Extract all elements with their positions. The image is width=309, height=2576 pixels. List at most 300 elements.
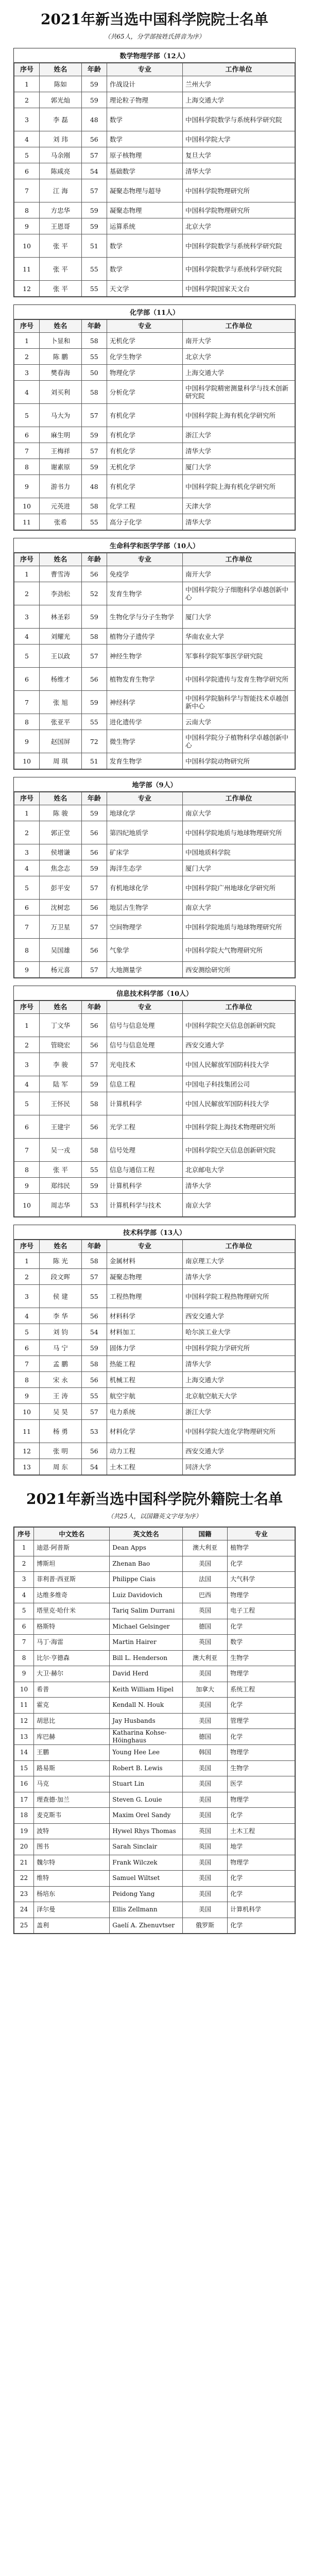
table-cell: Keith William Hipel bbox=[110, 1682, 183, 1698]
table-cell: 理查德·加兰 bbox=[34, 1792, 110, 1808]
table-cell: Samuel Wiltset bbox=[110, 1871, 183, 1887]
table-row bbox=[14, 349, 295, 365]
table-cell: 有机化学 bbox=[107, 475, 182, 498]
table-row bbox=[14, 1324, 295, 1340]
table-row bbox=[14, 218, 295, 234]
table-cell: 24 bbox=[14, 1902, 34, 1918]
table-cell: 59 bbox=[81, 459, 107, 475]
table-cell: 凝聚态物理 bbox=[107, 1269, 182, 1285]
table-row bbox=[14, 1729, 295, 1745]
table-cell: 比尔·亨德森 bbox=[34, 1650, 110, 1666]
table-cell: 4 bbox=[14, 1308, 40, 1324]
table-cell: 南开大学 bbox=[182, 333, 295, 349]
table-cell: 化学 bbox=[228, 1729, 295, 1745]
table-cell: 焦念志 bbox=[40, 860, 82, 876]
table-cell: Stuart Lin bbox=[110, 1776, 183, 1792]
table-cell: 清华大学 bbox=[182, 514, 295, 530]
table-row bbox=[14, 714, 295, 730]
table-cell: 中国科学院上海技术物理研究所 bbox=[182, 1115, 295, 1139]
table-cell: 59 bbox=[81, 1340, 107, 1356]
table-cell: 天津大学 bbox=[182, 498, 295, 514]
table-cell: 5 bbox=[14, 404, 40, 427]
table-cell: 华南农业大学 bbox=[182, 629, 295, 645]
table-row bbox=[14, 566, 295, 582]
table-cell: 3 bbox=[14, 108, 40, 131]
table-cell: 中国科学院广州地球化学研究所 bbox=[182, 876, 295, 900]
table-cell: 樊春海 bbox=[40, 365, 82, 381]
table-cell: 58 bbox=[81, 1253, 107, 1269]
table-cell: 霍克 bbox=[34, 1698, 110, 1714]
header-row bbox=[14, 792, 295, 805]
section-table bbox=[14, 553, 295, 769]
table-cell: 天文学 bbox=[107, 281, 182, 297]
table-row bbox=[14, 1808, 295, 1824]
table-cell: 中国科学院分子植物科学卓越创新中心 bbox=[182, 730, 295, 753]
table-row bbox=[14, 514, 295, 530]
table-row bbox=[14, 475, 295, 498]
table-row bbox=[14, 108, 295, 131]
table-cell: 57 bbox=[81, 916, 107, 939]
table-cell: 59 bbox=[81, 605, 107, 629]
table-cell: 美国 bbox=[182, 1556, 227, 1572]
table-row bbox=[14, 1194, 295, 1217]
table-cell: 9 bbox=[14, 218, 40, 234]
table-cell: 地球化学 bbox=[107, 805, 182, 821]
column-header: 序号 bbox=[14, 320, 40, 333]
table-row bbox=[14, 821, 295, 844]
table-cell: 英国 bbox=[182, 1823, 227, 1839]
table-cell: 4 bbox=[14, 629, 40, 645]
table-cell: 刘 钧 bbox=[40, 1324, 82, 1340]
column-header: 姓名 bbox=[40, 63, 82, 76]
table-cell: 9 bbox=[14, 962, 40, 978]
table-row bbox=[14, 916, 295, 939]
table-cell: 上海交通大学 bbox=[182, 92, 295, 108]
table-cell: 浙江大学 bbox=[182, 427, 295, 443]
table-cell: 7 bbox=[14, 916, 40, 939]
table-row bbox=[14, 163, 295, 179]
table-cell: 8 bbox=[14, 459, 40, 475]
table-cell: 1 bbox=[14, 566, 40, 582]
table-cell: 59 bbox=[81, 92, 107, 108]
table-cell: 数学 bbox=[228, 1635, 295, 1651]
table-row bbox=[14, 1572, 295, 1588]
column-header: 序号 bbox=[14, 1240, 40, 1253]
table-cell: 55 bbox=[81, 1388, 107, 1404]
column-header: 姓名 bbox=[40, 1240, 82, 1253]
table-cell: Dean Apps bbox=[110, 1540, 183, 1556]
table-cell: 陆 军 bbox=[40, 1076, 82, 1092]
table-cell: 数学 bbox=[107, 131, 182, 147]
table-cell: 53 bbox=[81, 1420, 107, 1443]
table-row bbox=[14, 258, 295, 281]
table-cell: 土木工程 bbox=[228, 1823, 295, 1839]
table-cell: 56 bbox=[81, 1443, 107, 1459]
column-header: 工作单位 bbox=[182, 792, 295, 805]
table-cell: 林圣彩 bbox=[40, 605, 82, 629]
sections-container bbox=[0, 48, 309, 1476]
table-cell: 中国人民解放军国防科技大学 bbox=[182, 1092, 295, 1115]
table-cell: 生物化学与分子生物学 bbox=[107, 605, 182, 629]
table-cell: 方忠华 bbox=[40, 202, 82, 218]
document-subtitle: （共65人，分学部按姓氏拼音为序） bbox=[104, 33, 205, 40]
table-row bbox=[14, 1356, 295, 1372]
table-row bbox=[14, 1115, 295, 1139]
table-cell: 6 bbox=[14, 1115, 40, 1139]
table-cell: 10 bbox=[14, 753, 40, 769]
section-table bbox=[14, 1001, 295, 1217]
table-row bbox=[14, 645, 295, 668]
table-cell: 运算系统 bbox=[107, 218, 182, 234]
table-row bbox=[14, 1556, 295, 1572]
table-cell: 56 bbox=[81, 1014, 107, 1037]
table-cell: 数学 bbox=[107, 108, 182, 131]
table-cell: 7 bbox=[14, 691, 40, 714]
table-cell: 54 bbox=[81, 163, 107, 179]
table-cell: 麦克斯韦 bbox=[34, 1808, 110, 1824]
table-cell: 南京理工大学 bbox=[182, 1253, 295, 1269]
table-row bbox=[14, 1162, 295, 1178]
table-cell: 马 宁 bbox=[40, 1340, 82, 1356]
table-cell: 热能工程 bbox=[107, 1356, 182, 1372]
table-cell: 王建宇 bbox=[40, 1115, 82, 1139]
table-cell: 中国科学院数学与系统科学研究院 bbox=[182, 234, 295, 258]
table-cell: 21 bbox=[14, 1855, 34, 1871]
table-cell: Michael Gelsinger bbox=[110, 1619, 183, 1635]
table-cell: Robert B. Lewis bbox=[110, 1760, 183, 1776]
table-cell: 中国人民解放军国防科技大学 bbox=[182, 1053, 295, 1076]
table-cell: 55 bbox=[81, 281, 107, 297]
table-cell: 4 bbox=[14, 1587, 34, 1603]
table-cell: 56 bbox=[81, 1115, 107, 1139]
table-cell: 彭平安 bbox=[40, 876, 82, 900]
table-cell: 55 bbox=[81, 1162, 107, 1178]
table-cell: 大气科学 bbox=[228, 1572, 295, 1588]
table-cell: 周 东 bbox=[40, 1459, 82, 1475]
table-cell: 孟 鹏 bbox=[40, 1356, 82, 1372]
table-cell: 韩国 bbox=[182, 1745, 227, 1761]
table-cell: 土木工程 bbox=[107, 1459, 182, 1475]
table-cell: 信号与信息处理 bbox=[107, 1037, 182, 1053]
table-cell: 厦门大学 bbox=[182, 459, 295, 475]
table-row bbox=[14, 404, 295, 427]
table-cell: 1 bbox=[14, 1253, 40, 1269]
table-row bbox=[14, 1443, 295, 1459]
table-cell: 物理学 bbox=[228, 1792, 295, 1808]
section-block bbox=[13, 304, 296, 531]
table-cell: 马大为 bbox=[40, 404, 82, 427]
table-row bbox=[14, 281, 295, 297]
table-cell: 工程热物理 bbox=[107, 1285, 182, 1308]
table-cell: 57 bbox=[81, 443, 107, 459]
table-cell: Sarah Sinclair bbox=[110, 1839, 183, 1855]
table-cell: 54 bbox=[81, 1459, 107, 1475]
table-cell: 信息工程 bbox=[107, 1076, 182, 1092]
column-header: 年龄 bbox=[81, 320, 107, 333]
table-cell: 59 bbox=[81, 1076, 107, 1092]
table-cell: 化学工程 bbox=[107, 498, 182, 514]
table-cell: 17 bbox=[14, 1792, 34, 1808]
table-row bbox=[14, 1139, 295, 1162]
table-cell: 1 bbox=[14, 1014, 40, 1037]
table-cell: 12 bbox=[14, 1443, 40, 1459]
table-cell: 厦门大学 bbox=[182, 860, 295, 876]
table-cell: 植物学 bbox=[228, 1540, 295, 1556]
table-row bbox=[14, 1178, 295, 1194]
table-cell: 管晓宏 bbox=[40, 1037, 82, 1053]
table-cell: 路易斯 bbox=[34, 1760, 110, 1776]
table-cell: 59 bbox=[81, 202, 107, 218]
column-header: 序号 bbox=[14, 1528, 34, 1540]
table-cell: 维特 bbox=[34, 1871, 110, 1887]
table-cell: 杨元喜 bbox=[40, 962, 82, 978]
table-cell: 北京大学 bbox=[182, 349, 295, 365]
table-cell: 管理学 bbox=[228, 1713, 295, 1729]
table-cell: 56 bbox=[81, 566, 107, 582]
table-row bbox=[14, 1404, 295, 1420]
table-cell: 张 平 bbox=[40, 258, 82, 281]
foreign-section bbox=[13, 1527, 296, 1934]
table-cell: 数学 bbox=[107, 258, 182, 281]
table-cell: 北京邮电大学 bbox=[182, 1162, 295, 1178]
table-cell: 生物学 bbox=[228, 1760, 295, 1776]
table-cell: 25 bbox=[14, 1918, 34, 1934]
table-cell: 王怀民 bbox=[40, 1092, 82, 1115]
section-title: 数学物理学部（12人） bbox=[14, 48, 295, 63]
table-cell: 57 bbox=[81, 147, 107, 163]
table-cell: 西安交通大学 bbox=[182, 1037, 295, 1053]
table-row bbox=[14, 1014, 295, 1037]
table-cell: 58 bbox=[81, 1356, 107, 1372]
table-cell: 郑纬民 bbox=[40, 1178, 82, 1194]
table-row bbox=[14, 1587, 295, 1603]
table-cell: 航空宇航 bbox=[107, 1388, 182, 1404]
table-cell: 11 bbox=[14, 1698, 34, 1714]
table-cell: 化学 bbox=[228, 1886, 295, 1902]
column-header: 国籍 bbox=[182, 1528, 227, 1540]
table-cell: 8 bbox=[14, 714, 40, 730]
column-header: 年龄 bbox=[81, 1001, 107, 1014]
table-cell: 周 琪 bbox=[40, 753, 82, 769]
table-cell: 中国科学院地质与地球物理研究所 bbox=[182, 916, 295, 939]
table-cell: 卜显和 bbox=[40, 333, 82, 349]
section-block bbox=[13, 48, 296, 297]
table-cell: 2 bbox=[14, 1556, 34, 1572]
column-header: 专业 bbox=[107, 63, 182, 76]
table-cell: 58 bbox=[81, 1139, 107, 1162]
table-cell: 澳大利亚 bbox=[182, 1650, 227, 1666]
table-cell: 美国 bbox=[182, 1792, 227, 1808]
header-row bbox=[14, 1240, 295, 1253]
table-cell: 美国 bbox=[182, 1808, 227, 1824]
table-cell: 法国 bbox=[182, 1572, 227, 1588]
table-cell: 清华大学 bbox=[182, 1178, 295, 1194]
table-cell: 6 bbox=[14, 163, 40, 179]
table-row bbox=[14, 1855, 295, 1871]
section-table bbox=[14, 1240, 295, 1475]
table-cell: 10 bbox=[14, 1194, 40, 1217]
table-cell: 化学生物学 bbox=[107, 349, 182, 365]
table-cell: 2 bbox=[14, 1037, 40, 1053]
table-cell: 55 bbox=[81, 349, 107, 365]
column-header: 序号 bbox=[14, 63, 40, 76]
table-cell: Jay Husbands bbox=[110, 1713, 183, 1729]
table-cell: 陈如 bbox=[40, 76, 82, 92]
table-cell: 凝聚态物理与超导 bbox=[107, 179, 182, 202]
table-row bbox=[14, 1459, 295, 1475]
table-cell: 马余刚 bbox=[40, 147, 82, 163]
table-cell: 19 bbox=[14, 1823, 34, 1839]
table-cell: 7 bbox=[14, 1635, 34, 1651]
table-cell: 物理化学 bbox=[107, 365, 182, 381]
section-table bbox=[14, 319, 295, 530]
table-cell: 57 bbox=[81, 962, 107, 978]
table-cell: 塔里克·哈什米 bbox=[34, 1603, 110, 1619]
table-cell: 化学 bbox=[228, 1698, 295, 1714]
table-cell: 杨维才 bbox=[40, 668, 82, 691]
table-row bbox=[14, 1823, 295, 1839]
table-cell: 中国科学院遗传与发育生物学研究所 bbox=[182, 668, 295, 691]
table-cell: 物理学 bbox=[228, 1587, 295, 1603]
column-header: 序号 bbox=[14, 553, 40, 566]
column-header: 专业 bbox=[107, 1240, 182, 1253]
table-cell: 3 bbox=[14, 844, 40, 860]
table-cell: 澳大利亚 bbox=[182, 1540, 227, 1556]
table-cell: 6 bbox=[14, 1619, 34, 1635]
table-row bbox=[14, 668, 295, 691]
table-row bbox=[14, 92, 295, 108]
table-row bbox=[14, 582, 295, 605]
column-header: 工作单位 bbox=[182, 63, 295, 76]
table-cell: 10 bbox=[14, 498, 40, 514]
table-cell: 高分子化学 bbox=[107, 514, 182, 530]
table-cell: 57 bbox=[81, 645, 107, 668]
table-cell: 丁文华 bbox=[40, 1014, 82, 1037]
section-title: 技术科学部（13人） bbox=[14, 1225, 295, 1240]
foreign-subtitle: （共25人，以国籍英文字母为序） bbox=[107, 1513, 202, 1520]
table-cell: 迪恩·阿普斯 bbox=[34, 1540, 110, 1556]
table-cell: 中国科学院脑科学与智能技术卓越创新中心 bbox=[182, 691, 295, 714]
table-row bbox=[14, 234, 295, 258]
table-row bbox=[14, 860, 295, 876]
table-cell: 美国 bbox=[182, 1886, 227, 1902]
table-cell: 中国科学院分子细胞科学卓越创新中心 bbox=[182, 582, 295, 605]
table-cell: 刘耀光 bbox=[40, 629, 82, 645]
document-title: 2021年新当选中国科学院院士名单 bbox=[41, 11, 268, 28]
table-cell: 1 bbox=[14, 805, 40, 821]
table-cell: 57 bbox=[81, 1404, 107, 1420]
table-cell: 江 海 bbox=[40, 179, 82, 202]
table-cell: 加拿大 bbox=[182, 1682, 227, 1698]
table-cell: 美国 bbox=[182, 1902, 227, 1918]
table-cell: Steven G. Louie bbox=[110, 1792, 183, 1808]
table-cell: 李劲松 bbox=[40, 582, 82, 605]
table-cell: 有机化学 bbox=[107, 443, 182, 459]
table-cell: 同济大学 bbox=[182, 1459, 295, 1475]
table-cell: 南开大学 bbox=[182, 566, 295, 582]
table-cell: 5 bbox=[14, 876, 40, 900]
table-cell: 59 bbox=[81, 691, 107, 714]
table-cell: 物理学 bbox=[228, 1666, 295, 1682]
table-cell: 美国 bbox=[182, 1760, 227, 1776]
table-row bbox=[14, 1092, 295, 1115]
table-cell: 化学 bbox=[228, 1556, 295, 1572]
table-cell: 信息与通信工程 bbox=[107, 1162, 182, 1178]
table-row bbox=[14, 1698, 295, 1714]
table-cell: 微生物学 bbox=[107, 730, 182, 753]
table-cell: 中国科学院力学研究所 bbox=[182, 1340, 295, 1356]
table-cell: 机械工程 bbox=[107, 1372, 182, 1388]
table-row bbox=[14, 1839, 295, 1855]
table-cell: 56 bbox=[81, 939, 107, 962]
table-cell: 52 bbox=[81, 582, 107, 605]
table-cell: 5 bbox=[14, 1092, 40, 1115]
table-cell: 固体力学 bbox=[107, 1340, 182, 1356]
table-cell: 李 磊 bbox=[40, 108, 82, 131]
table-row bbox=[14, 1745, 295, 1761]
table-cell: 4 bbox=[14, 381, 40, 404]
table-cell: 清华大学 bbox=[182, 443, 295, 459]
table-cell: 神经生物学 bbox=[107, 645, 182, 668]
table-cell: 6 bbox=[14, 1340, 40, 1356]
table-row bbox=[14, 753, 295, 769]
table-cell: 11 bbox=[14, 258, 40, 281]
table-cell: Maxim Orel Sandy bbox=[110, 1808, 183, 1824]
table-cell: 刘 玮 bbox=[40, 131, 82, 147]
table-cell: 物理学 bbox=[228, 1745, 295, 1761]
table-cell: 信号处理 bbox=[107, 1139, 182, 1162]
table-cell: 10 bbox=[14, 1682, 34, 1698]
foreign-header-row bbox=[14, 1528, 295, 1540]
table-cell: 11 bbox=[14, 514, 40, 530]
table-row bbox=[14, 962, 295, 978]
table-cell: Philippe Ciais bbox=[110, 1572, 183, 1588]
table-cell: 有机化学 bbox=[107, 427, 182, 443]
table-cell: 德国 bbox=[182, 1729, 227, 1745]
table-cell: 电子工程 bbox=[228, 1603, 295, 1619]
table-cell: 北京航空航天大学 bbox=[182, 1388, 295, 1404]
table-cell: 3 bbox=[14, 605, 40, 629]
table-cell: 3 bbox=[14, 365, 40, 381]
table-cell: 计算机科学 bbox=[107, 1178, 182, 1194]
table-row bbox=[14, 76, 295, 92]
table-cell: 王梅祥 bbox=[40, 443, 82, 459]
column-header: 姓名 bbox=[40, 553, 82, 566]
table-cell: 进化遗传学 bbox=[107, 714, 182, 730]
table-cell: 59 bbox=[81, 76, 107, 92]
table-row bbox=[14, 1076, 295, 1092]
foreign-title: 2021年新当选中国科学院外籍院士名单 bbox=[26, 1490, 283, 1507]
table-cell: 谢素原 bbox=[40, 459, 82, 475]
table-cell: 57 bbox=[81, 404, 107, 427]
table-cell: 段文晖 bbox=[40, 1269, 82, 1285]
table-cell: 英国 bbox=[182, 1839, 227, 1855]
table-cell: 7 bbox=[14, 1356, 40, 1372]
table-cell: 56 bbox=[81, 821, 107, 844]
column-header: 专业 bbox=[107, 1001, 182, 1014]
table-row bbox=[14, 1760, 295, 1776]
table-cell: 7 bbox=[14, 1139, 40, 1162]
column-header: 专业 bbox=[228, 1528, 295, 1540]
table-cell: 光电技术 bbox=[107, 1053, 182, 1076]
table-cell: 4 bbox=[14, 1076, 40, 1092]
table-cell: 无机化学 bbox=[107, 459, 182, 475]
table-cell: 西安交通大学 bbox=[182, 1308, 295, 1324]
table-cell: 58 bbox=[81, 498, 107, 514]
table-cell: 云南大学 bbox=[182, 714, 295, 730]
table-cell: 吴 昊 bbox=[40, 1404, 82, 1420]
table-cell: David Herd bbox=[110, 1666, 183, 1682]
